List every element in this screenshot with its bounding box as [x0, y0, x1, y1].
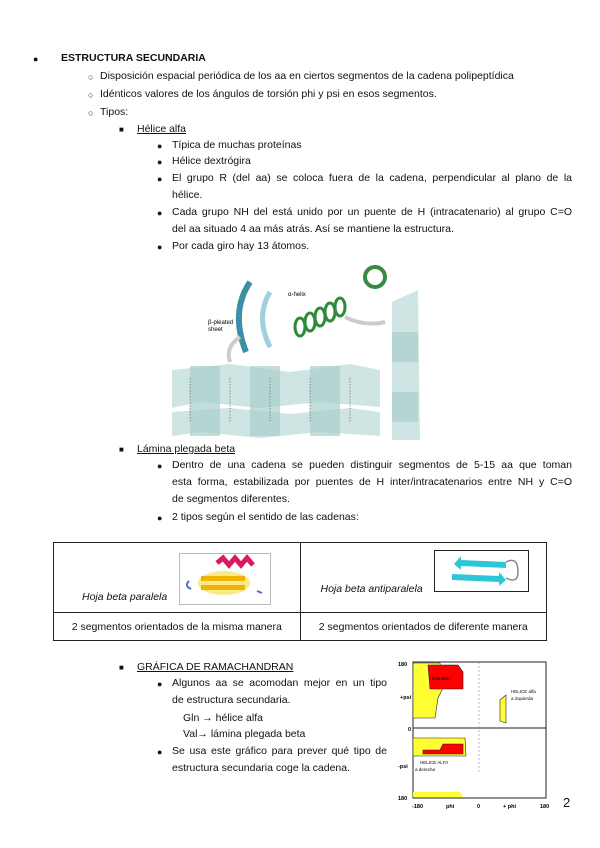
text-line: Algunos aa se acomodan mejor en un tipo — [172, 677, 387, 689]
text-line: de estructura secundaria. — [172, 694, 291, 706]
square-bullet-icon: ■ — [119, 125, 124, 134]
text-line: Gln → hélice alfa — [183, 712, 263, 724]
sheet-types-table — [53, 542, 547, 641]
page-number: 2 — [563, 795, 571, 810]
y-tick-bottom: 180 — [398, 796, 408, 802]
y-tick-top: 180 — [398, 662, 408, 668]
bullet-icon: ● — [157, 461, 163, 471]
region-label: a izquierda — [511, 696, 534, 701]
text-line: Dentro de una cadena se pueden distinguir segmentos de 5-15 aa que toman — [172, 459, 572, 471]
beta-sheet-label: β-pleated — [208, 320, 234, 326]
bullet-icon: ● — [157, 679, 163, 689]
y-label-psi: +psi — [400, 695, 412, 701]
x-tick-right: 180 — [540, 804, 550, 810]
bullet-icon: ● — [157, 208, 163, 218]
text-line: El grupo R (del aa) se coloca fuera de la cadena, perpendicular al plano de la — [172, 172, 572, 184]
text-line: del aa situado 4 aa más atrás. Así se mantiene la estructura. — [172, 223, 454, 235]
table-cell — [300, 543, 547, 613]
square-bullet-icon: ■ — [119, 445, 124, 454]
y-tick-mid: 0 — [408, 727, 412, 733]
parallel-sheet-image — [179, 553, 271, 605]
beta-sheet-label: sheet — [208, 327, 223, 333]
text-line: Típica de muchas proteínas — [172, 139, 302, 151]
text-line: 2 tipos según el sentido de las cadenas: — [172, 511, 359, 523]
antiparallel-sheet-image — [434, 550, 529, 592]
bullet-icon: ● — [157, 174, 163, 184]
bullet-icon: ● — [157, 513, 163, 523]
subheading-helix: Hélice alfa — [137, 123, 187, 135]
table-cell: 2 segmentos orientados de diferente manera — [300, 613, 547, 641]
bullet-icon: ● — [157, 157, 163, 167]
text-line: de segmentos diferentes. — [172, 493, 290, 505]
text-line: Hélice dextrógira — [172, 155, 251, 167]
x-label-phi: phi — [446, 804, 455, 810]
circle-bullet-icon: ○ — [88, 90, 94, 100]
region-label: hoja beta — [432, 676, 451, 681]
text-line: Idénticos valores de los ángulos de torsión phi y psi en esos segmentos. — [100, 88, 437, 100]
text-line: hélice. — [172, 189, 203, 201]
text-line: Disposición espacial periódica de los aa en ciertos segmentos de la cadena polipeptídica — [100, 70, 514, 82]
section-heading: ESTRUCTURA SECUNDARIA — [61, 52, 206, 64]
region-label: HELICE alfa — [511, 689, 536, 694]
ramachandran-plot — [390, 658, 552, 810]
text-line: Por cada giro hay 13 átomos. — [172, 240, 310, 252]
text-line: esta forma, estabilizada por puentes de H inter/intracatenarios entre NH y C=O — [172, 476, 572, 488]
caption-antiparallel: Hoja beta antiparalela — [320, 583, 423, 595]
bullet-icon: ● — [33, 54, 39, 64]
text-line: Tipos: — [100, 106, 129, 118]
text-line: Cada grupo NH del está unido por un puente de H (intracatenario) al grupo C=O — [172, 206, 572, 218]
x-label-pos-phi: + phi — [503, 804, 516, 810]
secondary-structure-figure — [170, 262, 422, 440]
bullet-icon: ● — [157, 747, 163, 757]
alpha-helix-label: α-helix — [288, 292, 306, 298]
bullet-icon: ● — [157, 242, 163, 252]
circle-bullet-icon: ○ — [88, 108, 94, 118]
caption-parallel: Hoja beta paralela — [82, 591, 168, 603]
text-line: Se usa este gráfico para prever qué tipo de — [172, 745, 387, 757]
table-cell: 2 segmentos orientados de la misma manera — [54, 613, 301, 641]
x-tick-left: -180 — [412, 804, 424, 810]
circle-bullet-icon: ○ — [88, 72, 94, 82]
table-cell — [54, 543, 301, 613]
x-tick-mid: 0 — [477, 804, 481, 810]
text-line: estructura secundaria coge la cadena. — [172, 762, 351, 774]
subheading-ramachandran: GRÁFICA DE RAMACHANDRAN — [137, 661, 294, 673]
square-bullet-icon: ■ — [119, 663, 124, 672]
text-line: Val→ lámina plegada beta — [183, 728, 306, 740]
region-label: HELICE ALFA — [420, 760, 449, 765]
subheading-sheet: Lámina plegada beta — [137, 443, 236, 455]
y-label-neg-psi: -psi — [398, 764, 408, 770]
region-label: a derecha — [415, 767, 436, 772]
bullet-icon: ● — [157, 141, 163, 151]
